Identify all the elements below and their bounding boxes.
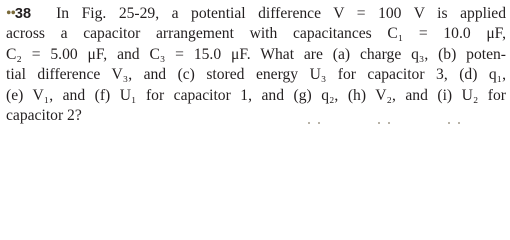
problem-line-5: (e) V₁, and (f) U₁ for capacitor 1, and (g) q₂, (h) V₂, and (i) U₂ for bbox=[6, 86, 506, 104]
cut-mark bbox=[448, 122, 450, 124]
problem-line-3: C₂ = 5.00 μF, and C₃ = 15.0 μF. What are (a) charge q₃, (b) poten- bbox=[6, 45, 506, 63]
problem-line-1 bbox=[6, 4, 506, 24]
problem-38 bbox=[6, 4, 506, 126]
problem-line-2: across a capacitor arrangement with capacitances C₁ = 10.0 μF, bbox=[6, 25, 506, 43]
problem-text-line: In Fig. 25-29, a potential difference V = 100 V is applied bbox=[56, 5, 506, 22]
cut-mark bbox=[318, 122, 320, 124]
problem-line-4: tial difference V₃, and (c) stored energy U₃ for capacitor 3, (d) q₁, bbox=[6, 66, 506, 84]
page-cut-marks bbox=[0, 120, 510, 130]
cut-mark bbox=[308, 122, 310, 124]
difficulty-dots: •• bbox=[6, 5, 15, 22]
problem-line-6: capacitor 2? bbox=[6, 107, 82, 125]
cut-mark bbox=[378, 122, 380, 124]
cut-mark bbox=[388, 122, 390, 124]
problem-number: 38 bbox=[14, 6, 32, 22]
cut-mark bbox=[458, 122, 460, 124]
